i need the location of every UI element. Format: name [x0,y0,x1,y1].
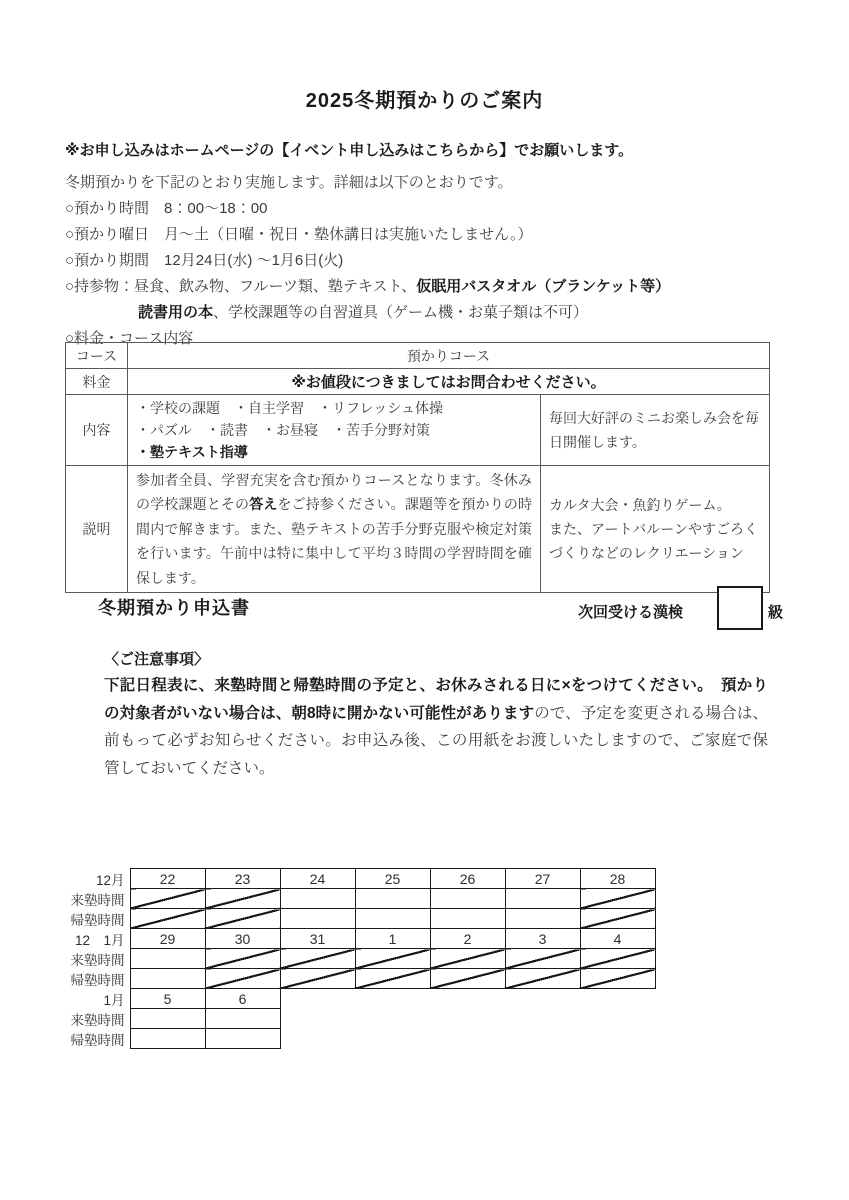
description-text: 参加者全員、学習充実を含む預かりコースとなります。冬休みの学校課題とその答えをご持参ください。課題等を預かりの時間内で解きます。また、塾テキストの苦手分野克服や検定対策を行います。午前中は特に集中して平均３時間の学習時間を確保します。 [136,472,533,586]
schedule-void-cell [355,1009,430,1029]
schedule-entry-cell [130,1009,205,1029]
schedule-entry-cell [430,909,505,929]
schedule-entry-cell [505,949,580,969]
page-title: 2025冬期預かりのご案内 [305,90,544,112]
schedule-entry-cell [430,889,505,909]
schedule-date-cell: 6 [205,989,280,1009]
content-row [66,395,770,466]
schedule-row-label: 帰塾時間 [70,972,125,988]
schedule-void-cell [505,1009,580,1029]
schedule-date-row [60,989,655,1009]
schedule-entry-row [60,1009,655,1029]
schedule-date-cell: 1 [355,929,430,949]
application-form-heading: 冬期預かり申込書 [98,598,250,618]
schedule-entry-cell [205,1009,280,1029]
schedule-entry-row [60,909,655,929]
schedule-entry-cell [430,949,505,969]
kanken-grade-suffix: 級 [768,604,784,621]
schedule-entry-cell [205,949,280,969]
schedule-month-label: 12月 [95,872,125,888]
schedule-date-cell: 24 [280,869,355,889]
schedule-date-cell: 29 [130,929,205,949]
schedule-date-row [60,869,655,889]
schedule-entry-cell [130,909,205,929]
schedule-entry-cell [130,949,205,969]
schedule-entry-row [60,949,655,969]
schedule-void-cell [580,1029,655,1049]
schedule-date-cell: 30 [205,929,280,949]
description-cell [128,466,541,593]
price-row-label: 料金 [66,369,128,395]
course-row [66,343,770,369]
schedule-entry-row [60,969,655,989]
schedule-row-label: 帰塾時間 [70,912,125,928]
schedule-month-label: 12 1月 [74,932,125,948]
kanken-grade-box [717,586,763,630]
schedule-entry-cell [280,969,355,989]
schedule-entry-cell [430,969,505,989]
schedule-entry-cell [280,949,355,969]
schedule-entry-row [60,1029,655,1049]
content-cell [128,395,541,466]
application-notice: ※お申し込みはホームページの【イベント申し込みはこちらから】でお願いします。 [65,142,634,159]
schedule-void-cell [280,1009,355,1029]
description-row-label: 説明 [66,466,128,593]
schedule-date-cell: 2 [430,929,505,949]
schedule-entry-cell [505,969,580,989]
schedule-entry-cell [205,889,280,909]
schedule-entry-cell [355,949,430,969]
schedule-row-label: 来塾時間 [70,952,125,968]
schedule-void-cell [505,1029,580,1049]
schedule-row-label: 来塾時間 [70,1012,125,1028]
schedule-void-cell [505,989,580,1009]
schedule-entry-row [60,889,655,909]
schedule-date-cell: 26 [430,869,505,889]
schedule-entry-cell [580,889,655,909]
course-row-label: コース [66,343,128,369]
course-table [65,342,770,593]
schedule-entry-cell [280,909,355,929]
description-row [66,466,770,593]
item-care-period: ○預かり期間 12月24日(水) ～1月6日(火) [65,252,344,269]
content-row-label: 内容 [66,395,128,466]
schedule-entry-cell [130,889,205,909]
schedule-void-cell [430,989,505,1009]
schedule-entry-cell [505,909,580,929]
schedule-date-cell: 28 [580,869,655,889]
schedule-entry-cell [355,889,430,909]
schedule-void-cell [580,989,655,1009]
content-line-2: ・パズル ・読書 ・お昼寝 ・苦手分野対策 [136,422,430,438]
caution-heading: 〈ご注意事項〉 [104,651,210,668]
schedule-entry-cell [580,909,655,929]
content-side-cell [541,395,770,466]
schedule-entry-cell [205,909,280,929]
content-line-3: ・塾テキスト指導 [136,444,248,460]
intro-list [65,170,777,352]
schedule-row-label: 来塾時間 [70,892,125,908]
schedule-entry-cell [205,969,280,989]
schedule-date-cell: 31 [280,929,355,949]
schedule-date-cell: 22 [130,869,205,889]
schedule-entry-cell [280,889,355,909]
schedule-void-cell [430,1009,505,1029]
schedule-table-body [60,869,655,1049]
content-side-text: 毎回大好評のミニお楽しみ会を毎日開催します。 [549,410,759,450]
description-side-text: カルタ大会・魚釣りゲーム。 また、アートバルーンやすごろくづくりなどのレクリエーション [549,497,759,562]
price-row [66,369,770,395]
schedule-entry-cell [580,969,655,989]
schedule-date-cell: 27 [505,869,580,889]
schedule-entry-cell [355,909,430,929]
schedule-date-cell: 3 [505,929,580,949]
schedule-void-cell [430,1029,505,1049]
content-lines [136,397,532,463]
schedule-entry-cell [505,889,580,909]
schedule-void-cell [580,1009,655,1029]
schedule-date-cell: 4 [580,929,655,949]
item-care-time: ○預かり時間 8：00～18：00 [65,200,268,217]
caution-text: 下記日程表に、来塾時間と帰塾時間の予定と、お休みされる日に×をつけてください。 預かりの対象者がいない場合は、朝8時に開かない可能性がありますので、予定を変更される場合は、前もって必ずお知らせください。お申込み後、この用紙をお渡しいたしますので、ご家庭で保管しておいてください。 [104,677,768,777]
content-line-1: ・学校の課題 ・自主学習 ・リフレッシュ体操 [136,400,444,416]
schedule-date-cell: 5 [130,989,205,1009]
item-belongings: ○持参物：昼食、飲み物、フルーツ類、塾テキスト、仮眠用バスタオル（ブランケット等） [65,278,671,295]
intro-text: 冬期預かりを下記のとおり実施します。詳細は以下のとおりです。 [65,174,513,191]
kanken-label: 次回受ける漢検 [578,604,684,621]
schedule-void-cell [355,1029,430,1049]
schedule-void-cell [280,1029,355,1049]
schedule-date-row [60,929,655,949]
description-side-cell [541,466,770,593]
schedule-month-label: 1月 [103,992,125,1008]
schedule-row-label: 帰塾時間 [70,1032,125,1048]
schedule-entry-cell [130,969,205,989]
item-fee-heading: ○料金・コース内容 [65,330,194,347]
course-name-cell: 預かりコース [128,343,770,369]
price-value-cell: ※お値段につきましてはお問合わせください。 [128,369,770,395]
schedule-void-cell [280,989,355,1009]
schedule-entry-cell [130,1029,205,1049]
schedule-entry-cell [580,949,655,969]
schedule-entry-cell [355,969,430,989]
schedule-table [60,868,656,1049]
item-care-days: ○預かり曜日 月～土（日曜・祝日・塾休講日は実施いたしません。） [65,226,533,243]
schedule-date-cell: 25 [355,869,430,889]
schedule-date-cell: 23 [205,869,280,889]
item-belongings-2: 読書用の本、学校課題等の自習道具（ゲーム機・お菓子類は不可） [138,304,589,321]
schedule-void-cell [355,989,430,1009]
schedule-entry-cell [205,1029,280,1049]
